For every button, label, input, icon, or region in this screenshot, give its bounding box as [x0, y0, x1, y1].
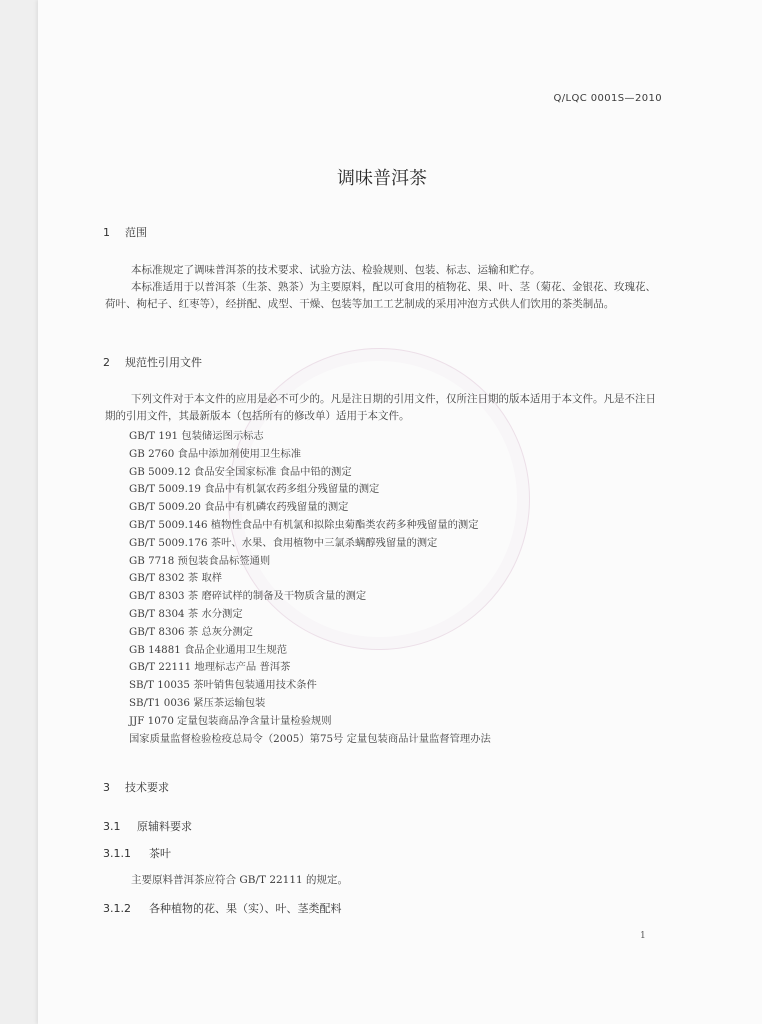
- reference-item: GB/T 22111 地理标志产品 普洱茶: [129, 661, 291, 674]
- reference-item: GB 14881 食品企业通用卫生规范: [129, 643, 288, 656]
- reference-item: SB/T1 0036 紧压茶运输包装: [129, 696, 266, 709]
- document-code: Q/LQC 0001S—2010: [553, 93, 662, 104]
- section-3-1-2-title: 各种植物的花、果（实）、叶、茎类配料: [149, 902, 342, 915]
- document-title: 调味普洱茶: [337, 168, 427, 189]
- reference-item: GB/T 5009.176 茶叶、水果、食用植物中三氯杀螨醇残留量的测定: [129, 536, 438, 549]
- section-3-1-2-heading: [103, 900, 342, 916]
- section-3-1-1-heading: [103, 845, 171, 861]
- reference-item: GB/T 191 包装储运图示标志: [129, 430, 264, 442]
- section-3-number: 3: [103, 781, 110, 794]
- section-3-title: 技术要求: [125, 781, 169, 794]
- section-1-number: 1: [103, 226, 110, 239]
- reference-item: GB/T 8304 茶 水分测定: [129, 607, 243, 620]
- reference-item: JJF 1070 定量包装商品净含量计量检验规则: [129, 714, 332, 727]
- reference-item: GB/T 5009.146 植物性食品中有机氯和拟除虫菊酯类农药多种残留量的测定: [129, 518, 479, 531]
- section-3-1-1-number: 3.1.1: [103, 847, 131, 860]
- reference-item: GB 5009.12 食品安全国家标准 食品中铅的测定: [129, 465, 352, 478]
- section-3-heading: [103, 779, 169, 795]
- section-3-1-1-title: 茶叶: [149, 847, 171, 860]
- reference-item: GB 2760 食品中添加剂使用卫生标准: [129, 447, 302, 460]
- section-3-1-title: 原辅料要求: [137, 820, 192, 833]
- reference-item: GB/T 8306 茶 总灰分测定: [129, 625, 253, 638]
- reference-item: GB/T 8303 茶 磨碎试样的制备及干物质含量的测定: [129, 590, 367, 603]
- tea-requirement-text: 主要原料普洱茶应符合 GB/T 22111 的规定。: [131, 874, 349, 886]
- section-3-1-heading: [103, 818, 192, 834]
- section-1-heading: [103, 224, 147, 240]
- page-number: 1: [640, 931, 646, 941]
- reference-item: GB/T 8302 茶 取样: [129, 572, 223, 585]
- section-1-title: 范围: [125, 226, 147, 239]
- section-2-heading: [103, 354, 202, 370]
- reference-item: GB/T 5009.19 食品中有机氯农药多组分残留量的测定: [129, 483, 380, 496]
- section-3-1-number: 3.1: [103, 820, 121, 833]
- section-3-1-2-number: 3.1.2: [103, 902, 131, 915]
- reference-item: SB/T 10035 茶叶销售包装通用技术条件: [129, 679, 317, 692]
- references-intro: 下列文件对于本文件的应用是必不可少的。凡是注日期的引用文件，仅所注日期的版本适用于本文件。凡是不注日期的引用文件，其最新版本（包括所有的修改单）适用于本文件。: [105, 393, 656, 422]
- section-2-number: 2: [103, 356, 110, 369]
- reference-list: [129, 428, 649, 748]
- section-2-title: 规范性引用文件: [125, 356, 202, 369]
- reference-item: 国家质量监督检验检疫总局令（2005）第75号 定量包装商品计量监督管理办法: [129, 732, 491, 745]
- reference-item: GB/T 5009.20 食品中有机磷农药残留量的测定: [129, 501, 349, 514]
- scope-paragraph-1: 本标准规定了调味普洱茶的技术要求、试验方法、检验规则、包装、标志、运输和贮存。: [131, 264, 541, 276]
- reference-item: GB 7718 预包装食品标签通则: [129, 554, 271, 567]
- scope-paragraph-2: 本标准适用于以普洱茶（生茶、熟茶）为主要原料，配以可食用的植物花、果、叶、茎（菊花、金银花、玫瑰花、荷叶、枸杞子、红枣等），经拼配、成型、干燥、包装等加工工艺制成的采用冲泡方式供人们饮用的茶类制品。: [105, 281, 656, 310]
